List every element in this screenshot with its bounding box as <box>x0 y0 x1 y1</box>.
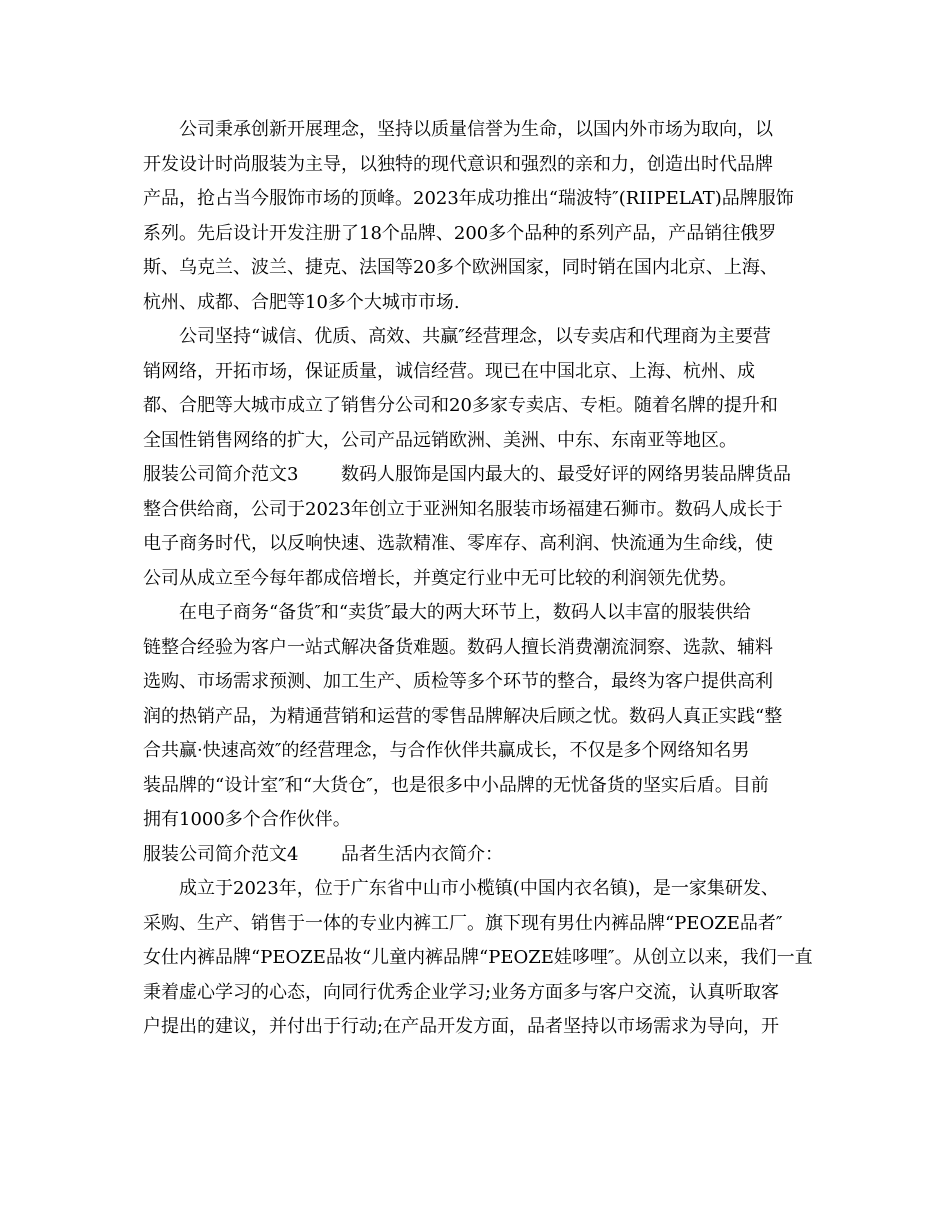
text-line: 装品牌的“设计室″和“大货仓″，也是很多中小品牌的无忧备货的坚实后盾。目前 <box>143 774 769 796</box>
text-line: 选购、市场需求预测、加工生产、质检等多个环节的整合，最终为客户提供高利 <box>143 671 773 692</box>
text-line: 开发设计时尚服装为主导，以独特的现代意识和强烈的亲和力，创造出时代品牌 <box>143 153 773 175</box>
text-line: 在电子商务“备货″和“卖货″最大的两大环节上，数码人以丰富的服装供给 <box>179 602 751 623</box>
document-body <box>143 113 813 1045</box>
section-label: 服装公司简介范文4 <box>143 843 299 865</box>
paragraph-business-principle <box>143 320 808 458</box>
text-line: 杭州、成都、合肥等10多个大城市市场. <box>143 291 460 313</box>
section-heading-line <box>143 838 808 873</box>
text-line: 公司秉承创新开展理念，坚持以质量信誉为生命，以国内外市场为取向，以 <box>179 119 773 140</box>
section-example-4 <box>143 838 808 873</box>
section-label: 服装公司简介范文3 <box>143 464 299 485</box>
paragraph-underwear-factory <box>143 872 813 1045</box>
section-heading-line <box>143 458 808 493</box>
text-line: 链整合经验为客户一站式解决备货难题。数码人擅长消费潮流洞察、选款、辅料 <box>143 636 773 658</box>
text-line: 秉着虚心学习的心态，向同行优秀企业学习;业务方面多与客户交流，认真听取客 <box>143 981 780 1003</box>
text-line: 系列。先后设计开发注册了18个品牌、200多个品种的系列产品，产品销往俄罗 <box>143 222 777 244</box>
section-first-line: 数码人服饰是国内最大的、最受好评的网络男装品牌货品 <box>341 464 791 485</box>
text-line: 产品，抢占当今服饰市场的顶峰。2023年成功推出“瑞波特″(RIIPELAT)品牌服饰 <box>143 188 794 209</box>
text-line: 合共赢·快速高效″的经营理念，与合作伙伴共赢成长，不仅是多个网络知名男 <box>143 740 750 761</box>
paragraph-company-philosophy <box>143 113 808 320</box>
text-line: 销网络，开拓市场，保证质量，诚信经营。现已在中国北京、上海、杭州、成 <box>143 360 755 382</box>
section-first-line: 品者生活内衣简介： <box>341 843 503 865</box>
text-line: 女仕内裤品牌“PEOZE品妆“儿童内裤品牌“PEOZE娃哆哩″。从创立以来，我们一直 <box>143 947 813 968</box>
text-line: 斯、乌克兰、波兰、捷克、法国等20多个欧洲国家，同时销在国内北京、上海、 <box>143 257 778 278</box>
section-example-3 <box>143 458 808 596</box>
text-line: 拥有1000多个合作伙伴。 <box>143 809 351 830</box>
text-line: 电子商务时代，以反响快速、选款精准、零库存、高利润、快流通为生命线，使 <box>143 533 773 554</box>
text-line: 户提出的建议，并付出于行动;在产品开发方面，品者坚持以市场需求为导向，开 <box>143 1016 780 1037</box>
text-line: 整合供给商，公司于2023年创立于亚洲知名服装市场福建石狮市。数码人成长于 <box>143 498 783 520</box>
text-line: 润的热销产品，为精通营销和运营的零售品牌解决后顾之忧。数码人真正实践“整 <box>143 705 783 727</box>
text-line: 全国性销售网络的扩大，公司产品远销欧洲、美洲、中东、东南亚等地区。 <box>143 429 737 451</box>
text-line: 采购、生产、销售于一体的专业内裤工厂。旗下现有男仕内裤品牌“PEOZE品者″ <box>143 912 783 934</box>
text-line: 公司从成立至今每年都成倍增长，并奠定行业中无可比较的利润领先优势。 <box>143 567 737 589</box>
text-line: 都、合肥等大城市成立了销售分公司和20多家专卖店、专柜。随着名牌的提升和 <box>143 395 778 416</box>
text-line: 公司坚持“诚信、优质、高效、共赢″经营理念，以专卖店和代理商为主要营 <box>179 326 771 347</box>
paragraph-supply-chain <box>143 596 808 838</box>
text-line: 成立于2023年，位于广东省中山市小榄镇(中国内衣名镇)，是一家集研发、 <box>179 878 779 899</box>
